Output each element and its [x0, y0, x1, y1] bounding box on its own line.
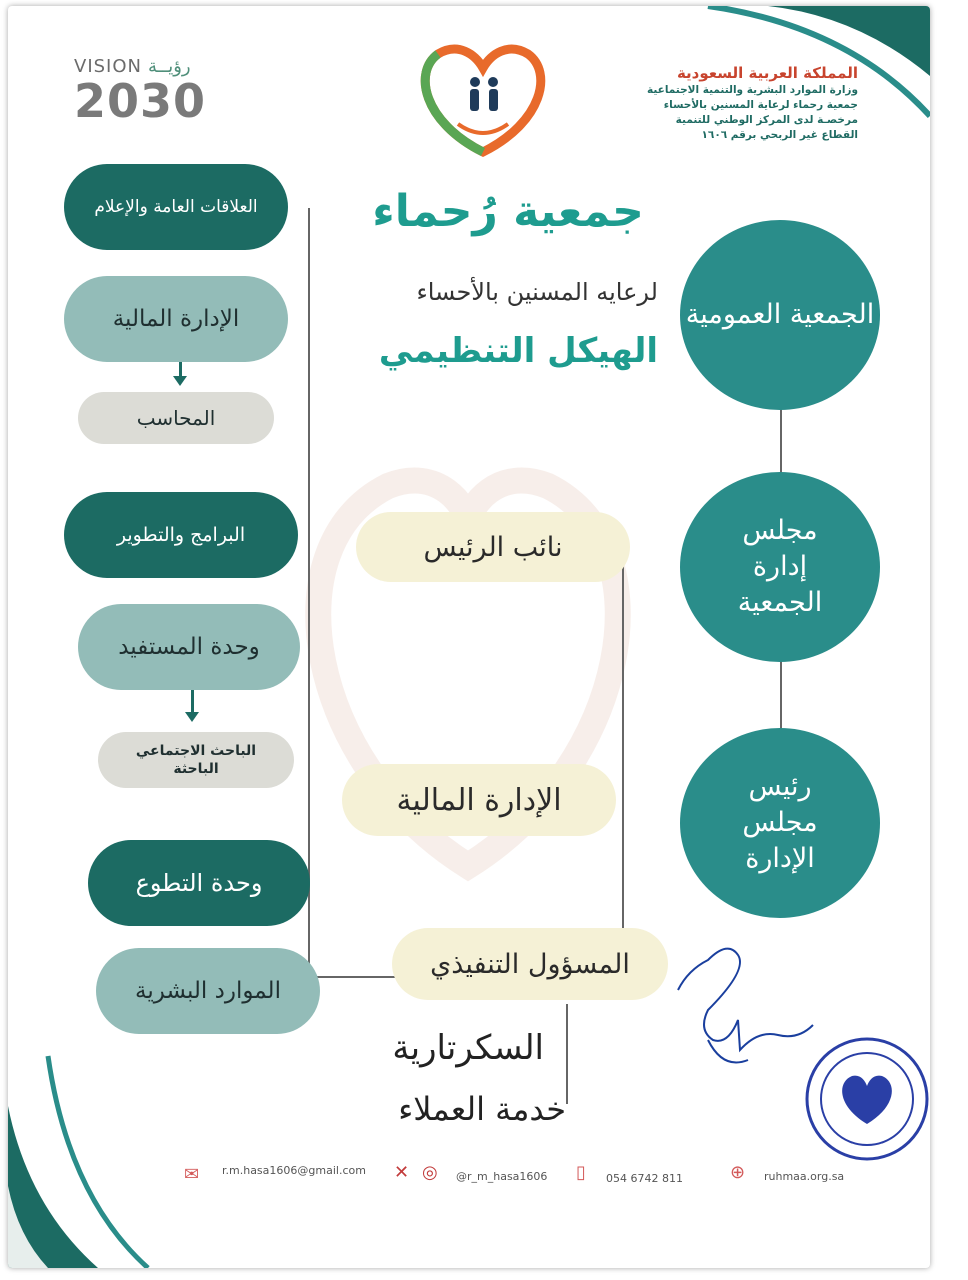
x-social-icon: ✕: [394, 1162, 410, 1183]
secretary-label: السكرتارية: [392, 1028, 544, 1068]
structure-title: الهيكل التنظيمي: [378, 331, 658, 371]
vice-president-box: نائب الرئيس: [356, 512, 630, 582]
arrow-stem: [191, 690, 194, 714]
page-title: جمعية رُحماء: [372, 186, 644, 237]
chairman-circle: رئيس مجلس الإدارة: [680, 728, 880, 918]
general-assembly-circle: الجمعية العمومية: [680, 220, 880, 410]
association-heart-logo: [413, 42, 553, 162]
pr-media-box: العلاقات العامة والإعلام: [64, 164, 288, 250]
executive-connector: [566, 1004, 568, 1104]
left-connector: [308, 208, 310, 978]
center-connector: [622, 566, 624, 932]
ministry-header: المملكة العربية السعودية وزارة الموارد البشرية والتنمية الاجتماعية جمعية رحماء لرعاية المسنين بالأحساء مرخصـة لدى المركز الوطني للتنمية القطاع غير الربحي برقم ١٦٠٦: [647, 64, 858, 141]
accountant-box: المحاسب: [78, 392, 274, 444]
programs-box: البرامج والتطوير: [64, 492, 298, 578]
customer-service-label: خدمة العملاء: [398, 1090, 566, 1128]
org-chart-document: [8, 6, 930, 1268]
instagram-icon: ◎: [422, 1162, 438, 1183]
footer-website[interactable]: ruhmaa.org.sa: [764, 1170, 845, 1183]
finance-center-box: الإدارة المالية: [342, 764, 616, 836]
beneficiary-unit-box: وحدة المستفيد: [78, 604, 300, 690]
board-circle: مجلس إدارة الجمعية: [680, 472, 880, 662]
official-stamp: [802, 1034, 930, 1164]
globe-icon: ⊕: [730, 1162, 746, 1183]
finance-left-box: الإدارة المالية: [64, 276, 288, 362]
phone-icon: ▯: [576, 1162, 586, 1183]
executive-box: المسؤول التنفيذي: [392, 928, 668, 1000]
hr-box: الموارد البشرية: [96, 948, 320, 1034]
page-subtitle: لرعايه المسنين بالأحساء: [416, 278, 658, 306]
hr-connector: [308, 976, 398, 978]
arrow-down-icon: [173, 376, 187, 386]
footer-email[interactable]: r.m.hasa1606@gmail.com: [222, 1164, 366, 1177]
arrow-down-icon: [185, 712, 199, 722]
mail-icon: ✉: [184, 1164, 200, 1185]
footer-social[interactable]: @r_m_hasa1606: [456, 1170, 548, 1183]
footer-phone[interactable]: 054 6742 811: [606, 1172, 683, 1185]
vision-2030-logo: VISION رؤيــة 2030: [74, 56, 207, 128]
volunteer-unit-box: وحدة التطوع: [88, 840, 310, 926]
social-researcher-box: الباحث الاجتماعي الباحثة: [98, 732, 294, 788]
